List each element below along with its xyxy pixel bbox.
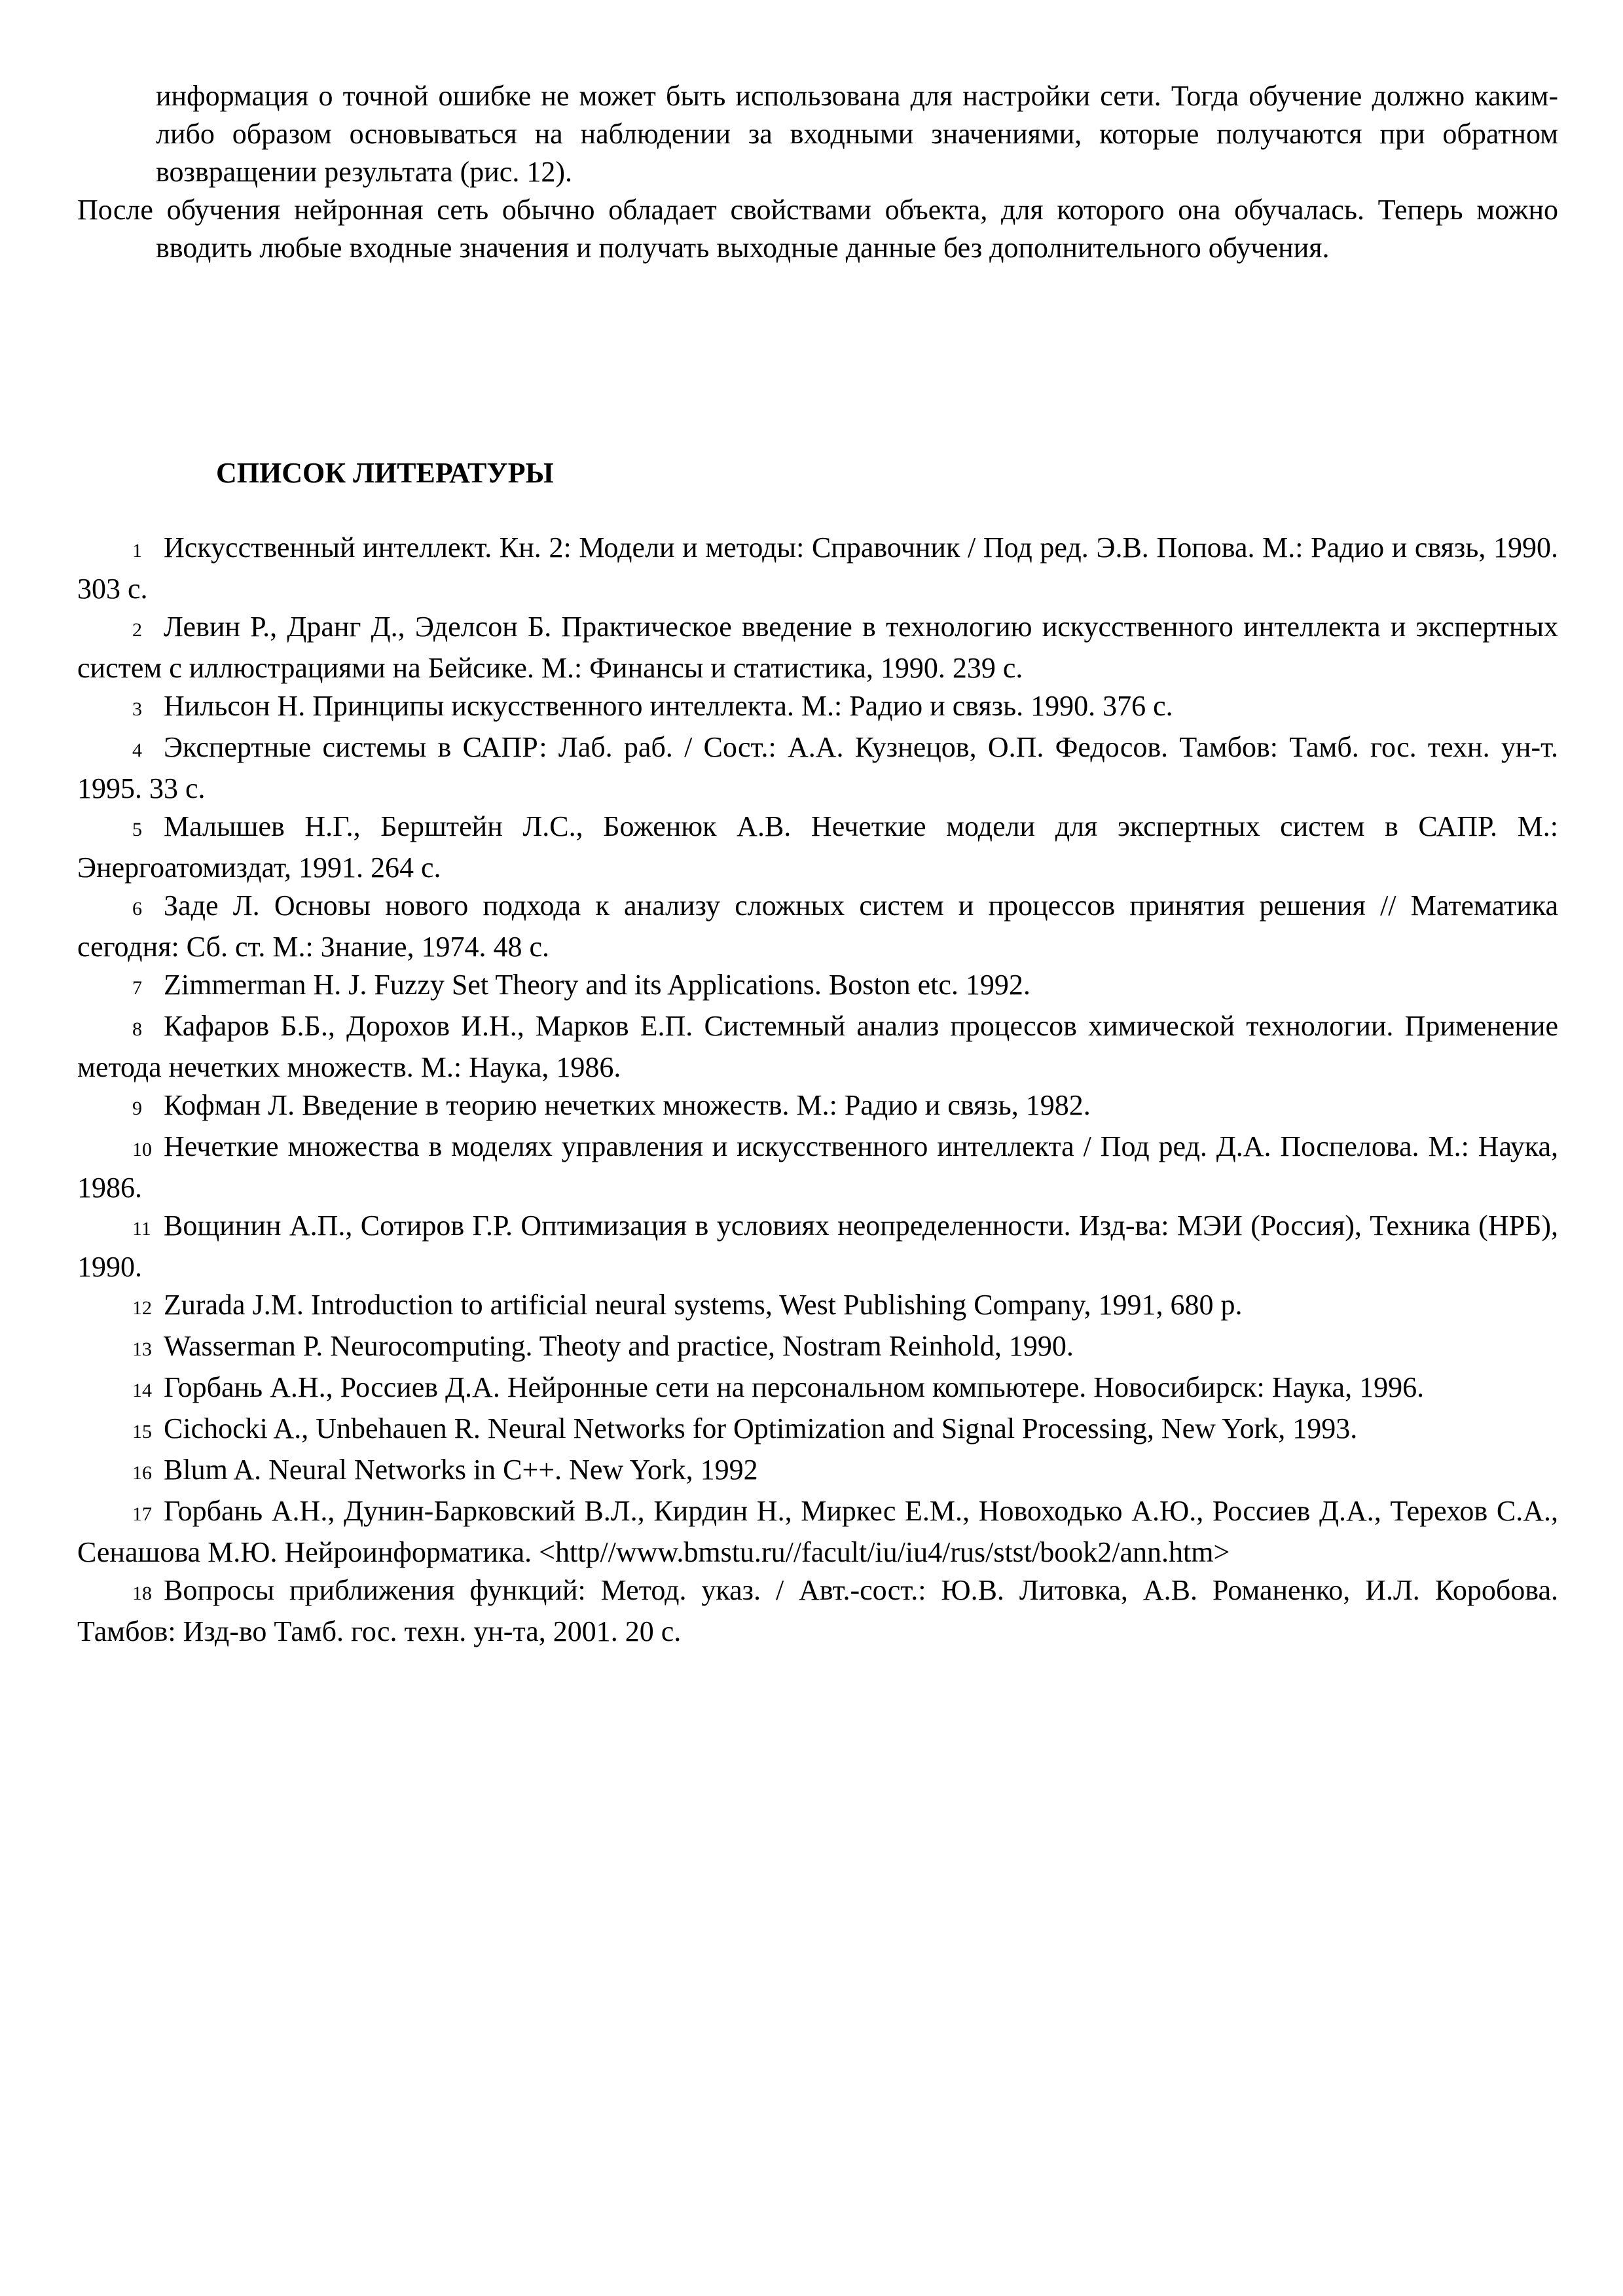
- reference-number: 11: [132, 1218, 151, 1240]
- reference-text: Искусственный интеллект. Кн. 2: Модели и методы: Справочник / Под ред. Э.В. Попова. М.: Радио и связь, 1990. 303 с.: [77, 531, 1558, 605]
- reference-number: 15: [132, 1421, 152, 1443]
- reference-text: Кафаров Б.Б., Дорохов И.Н., Марков Е.П. Системный анализ процессов химической технологии. Применение метода нечетких множеств. М.: Наука, 1986.: [77, 1010, 1558, 1083]
- reference-text: Zimmerman H. J. Fuzzy Set Theory and its Applications. Boston etc. 1992.: [164, 969, 1030, 1001]
- reference-number: 5: [132, 819, 142, 840]
- reference-text: Zurada J.M. Introduction to artificial neural systems, West Publishing Company, 1991, 680 p.: [164, 1289, 1243, 1321]
- reference-text: Cichocki A., Unbehauen R. Neural Networks for Optimization and Signal Processing, New York, 1993.: [164, 1412, 1358, 1444]
- reference-item-6: [77, 887, 1558, 966]
- reference-item-8: [77, 1007, 1558, 1086]
- reference-item-13: [77, 1327, 1558, 1369]
- reference-text: Вопросы приближения функций: Метод. указ. / Авт.-сост.: Ю.В. Литовка, А.В. Романенко, И.Л. Коробова. Тамбов: Изд-во Тамб. гос. техн. ун-та, 2001. 20 с.: [77, 1574, 1558, 1647]
- reference-number: 9: [132, 1098, 142, 1119]
- reference-item-18: [77, 1571, 1558, 1651]
- reference-number: 18: [132, 1583, 152, 1604]
- reference-item-1: [77, 529, 1558, 608]
- reference-item-4: [77, 728, 1558, 808]
- reference-number: 12: [132, 1297, 152, 1319]
- reference-text: Горбань А.Н., Россиев Д.А. Нейронные сети на персональном компьютере. Новосибирск: Наука, 1996.: [164, 1371, 1425, 1403]
- reference-item-12: [77, 1286, 1558, 1327]
- references-title: СПИСОК ЛИТЕРАТУРЫ: [216, 457, 554, 489]
- reference-item-11: [77, 1207, 1558, 1286]
- reference-number: 7: [132, 977, 142, 999]
- reference-text: Кофман Л. Введение в теорию нечетких множеств. М.: Радио и связь, 1982.: [164, 1089, 1091, 1121]
- reference-number: 14: [132, 1380, 152, 1401]
- reference-text: Вощинин А.П., Сотиров Г.Р. Оптимизация в условиях неопределенности. Изд-ва: МЭИ (Россия), Техника (НРБ), 1990.: [77, 1210, 1558, 1283]
- reference-number: 17: [132, 1503, 152, 1525]
- reference-item-5: [77, 808, 1558, 887]
- reference-item-3: [77, 687, 1558, 728]
- reference-text: Малышев Н.Г., Берштейн Л.С., Боженюк А.В. Нечеткие модели для экспертных систем в САПР. М.: Энергоатомиздат, 1991. 264 с.: [77, 810, 1558, 884]
- reference-number: 16: [132, 1462, 152, 1484]
- reference-item-14: [77, 1369, 1558, 1410]
- reference-number: 2: [132, 619, 142, 641]
- reference-number: 4: [132, 740, 142, 761]
- intro-paragraph-2: После обучения нейронная сеть обычно обладает свойствами объекта, для которого она обучалась. Теперь можно вводить любые входные значения и получать выходные данные без дополнительного обучения.: [77, 194, 1558, 264]
- reference-number: 6: [132, 898, 142, 920]
- reference-text: Wasserman P. Neurocomputing. Theoty and practice, Nostram Reinhold, 1990.: [164, 1330, 1074, 1362]
- reference-text: Blum A. Neural Networks in C++. New York, 1992: [164, 1454, 758, 1486]
- reference-number: 1: [132, 540, 142, 562]
- reference-text: Нильсон Н. Принципы искусственного интеллекта. М.: Радио и связь. 1990. 376 с.: [164, 690, 1173, 722]
- reference-number: 10: [132, 1139, 152, 1160]
- reference-list: [77, 529, 1558, 1651]
- reference-item-9: [77, 1086, 1558, 1128]
- reference-item-15: [77, 1410, 1558, 1451]
- reference-text: Нечеткие множества в моделях управления и искусственного интеллекта / Под ред. Д.А. Поспелова. М.: Наука, 1986.: [77, 1130, 1558, 1204]
- reference-text: Заде Л. Основы нового подхода к анализу сложных систем и процессов принятия решения // Математика сегодня: Сб. ст. М.: Знание, 1974. 48 с.: [77, 889, 1558, 963]
- reference-item-16: [77, 1451, 1558, 1492]
- reference-text: Экспертные системы в САПР: Лаб. раб. / Сост.: А.А. Кузнецов, О.П. Федосов. Тамбов: Тамб. гос. техн. ун-т. 1995. 33 с.: [77, 731, 1558, 804]
- reference-item-2: [77, 608, 1558, 687]
- reference-number: 3: [132, 698, 142, 720]
- reference-number: 8: [132, 1018, 142, 1040]
- reference-item-10: [77, 1128, 1558, 1207]
- reference-item-17: [77, 1492, 1558, 1571]
- reference-text: Левин Р., Дранг Д., Эделсон Б. Практическое введение в технологию искусственного интеллекта и экспертных систем с иллюстрациями на Бейсике. М.: Финансы и статистика, 1990. 239 с.: [77, 611, 1558, 684]
- intro-paragraph-1: информация о точной ошибке не может быть использована для настройки сети. Тогда обучение должно каким-либо образом основываться на наблюдении за входными значениями, которые получаются при обратном возвращении результата (рис. 12).: [156, 80, 1558, 188]
- reference-number: 13: [132, 1338, 152, 1360]
- reference-item-7: [77, 966, 1558, 1007]
- reference-text: Горбань А.Н., Дунин-Барковский В.Л., Кирдин Н., Миркес Е.М., Новоходько А.Ю., Россиев Д.А., Терехов С.А., Сенашова М.Ю. Нейроинформатика. <http//www.bmstu.ru//facult/iu/iu4/rus/stst/book2/ann.htm>: [77, 1495, 1558, 1568]
